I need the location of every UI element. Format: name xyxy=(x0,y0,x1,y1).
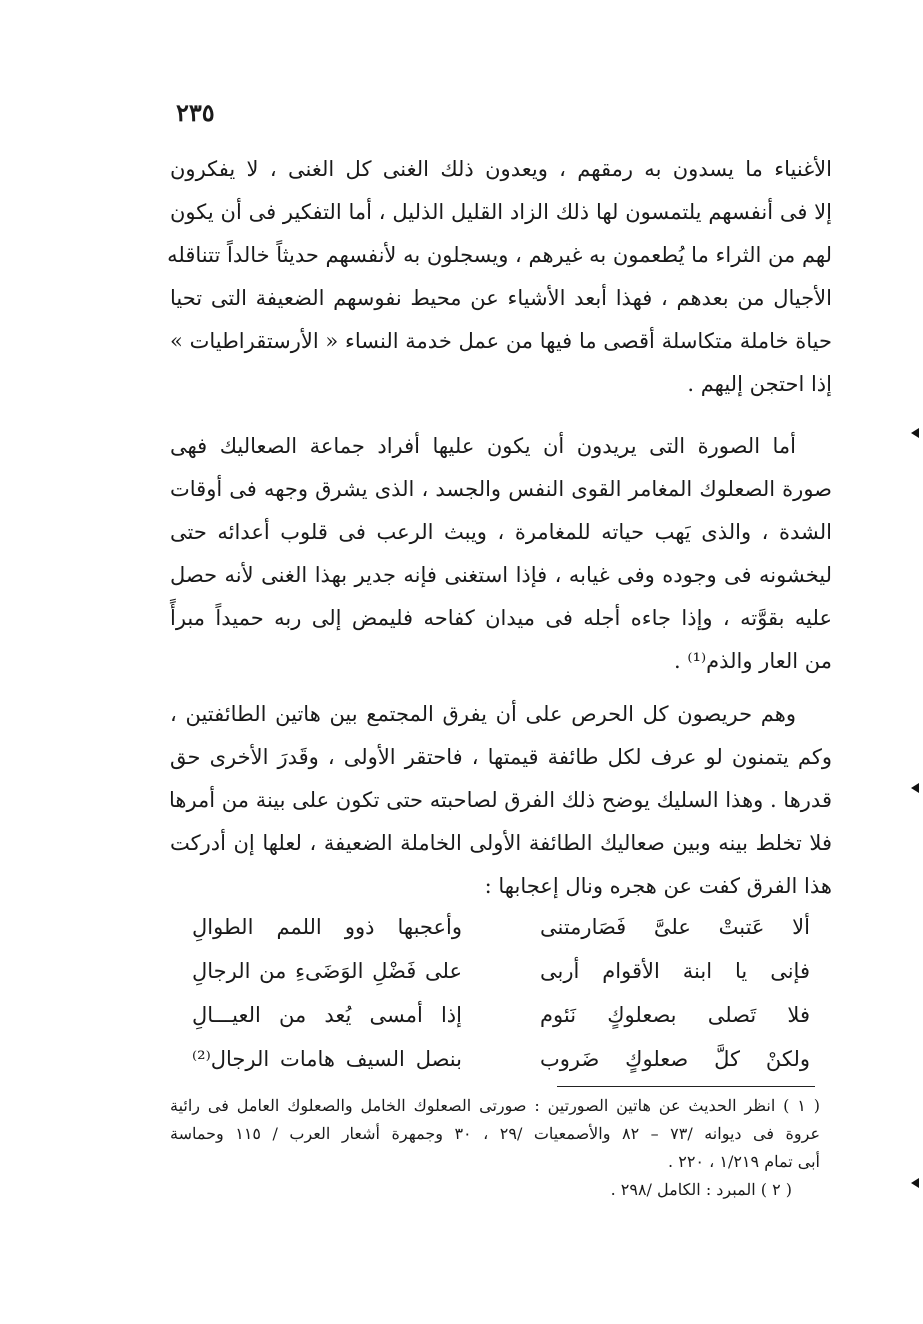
paragraph-line: أما الصورة التى يريدون أن يكون عليها أفراد جماعة الصعاليك فهى xyxy=(170,434,796,458)
paragraph-line: لهم من الثراء ما يُطعمون به غيرهم ، ويسجلون به لأنفسهم حديثاً خالداً تتناقله xyxy=(167,243,832,267)
footnote-divider xyxy=(557,1086,815,1087)
footnote-1-line: عروة فى ديوانه /٧٣ – ٨٢ والأصمعيات /٢٩ ، ٣٠ وجمهرة أشعار العرب / ١١٥ وحماسة xyxy=(170,1124,821,1143)
poem-first-hemistich: ولكنْ كلَّ صعلوكٍ ضَروب xyxy=(540,1047,810,1071)
poem-second-hemistich: بنصل السيف هامات الرجال⁽²⁾ xyxy=(192,1047,462,1071)
poem-first-hemistich: ألا عَتبتْ علىَّ فَصَارمتنى xyxy=(540,915,810,939)
poem-second-hemistich: على فَضْلِ الوَضَىءِ من الرجالِ xyxy=(192,959,462,983)
paragraph-line: ليخشونه فى وجوده وفى غيابه ، فإذا استغنى فإنه جدير بهذا الغنى لأنه حصل xyxy=(170,563,832,587)
poem-first-hemistich: فإنى يا ابنة الأقوام أربى xyxy=(540,959,810,983)
footnote-1-line: ( ١ ) انظر الحديث عن هاتين الصورتين : صورتى الصعلوك الخامل والصعلوك العامل فى رائية xyxy=(170,1096,821,1115)
poem-verse xyxy=(192,1037,810,1081)
paragraph-line: إلا فى أنفسهم يلتمسون لها ذلك الزاد القليل الذليل ، أما التفكير فى أن يكون xyxy=(170,200,832,224)
footnotes xyxy=(170,1092,820,1204)
paragraph-line: الأغنياء ما يسدون به رمقهم ، ويعدون ذلك الغنى كل الغنى ، لا يفكرون xyxy=(170,157,832,181)
margin-mark-icon xyxy=(911,1178,919,1188)
poem-second-hemistich: وأعجبها ذوو اللمم الطوالِ xyxy=(192,915,462,939)
poem xyxy=(192,905,810,1081)
paragraph-line: فلا تخلط بينه وبين صعاليك الطائفة الأولى الخاملة الضعيفة ، لعلها إن أدركت xyxy=(170,831,832,855)
footnote-1-line: أبى تمام ١/٢١٩ ، ٢٢٠ . xyxy=(668,1152,820,1171)
paragraph-3 xyxy=(170,693,832,908)
poem-verse xyxy=(192,993,810,1037)
poem-verse xyxy=(192,905,810,949)
margin-mark-icon xyxy=(911,783,919,793)
paragraph-line: الأجيال من بعدهم ، فهذا أبعد الأشياء عن محيط نفوسهم الضعيفة التى تحيا xyxy=(170,286,832,310)
paragraph-line: الشدة ، والذى يَهب حياته للمغامرة ، ويبث الرعب فى قلوب أعدائه حتى xyxy=(170,520,832,544)
footnote-2: ( ٢ ) المبرد : الكامل /٢٩٨ . xyxy=(610,1180,792,1199)
paragraph-line: صورة الصعلوك المغامر القوى النفس والجسد ، الذى يشرق وجهه فى أوقات xyxy=(170,477,832,501)
paragraph-line: قدرها . وهذا السليك يوضح ذلك الفرق لصاحبته حتى تكون على بينة من أمرها xyxy=(168,788,832,812)
paragraph-2 xyxy=(170,425,832,683)
paragraph-line: وكم يتمنون لو عرف لكل طائفة قيمتها ، فاحتقر الأولى ، وقَدرَ الأخرى حق xyxy=(170,745,833,769)
poem-first-hemistich: فلا تَصلى بصعلوكٍ نَئوم xyxy=(540,1003,810,1027)
page-number: ٢٣٥ xyxy=(176,98,215,127)
poem-second-hemistich: إذا أمسى يُعد من العيـــالِ xyxy=(192,1003,462,1027)
paragraph-line: من العار والذم⁽¹⁾ . xyxy=(674,649,832,673)
paragraph-line: هذا الفرق كفت عن هجره ونال إعجابها : xyxy=(484,874,832,898)
paragraph-line: إذا احتجن إليهم . xyxy=(687,372,832,396)
paragraph-line: وهم حريصون كل الحرص على أن يفرق المجتمع بين هاتين الطائفتين ، xyxy=(170,702,796,726)
margin-mark-icon xyxy=(911,428,919,438)
paragraph-line: حياة خاملة متكاسلة أقصى ما فيها من عمل خدمة النساء « الأرستقراطيات » xyxy=(170,329,832,353)
poem-verse xyxy=(192,949,810,993)
paragraph-1 xyxy=(167,148,832,406)
paragraph-line: عليه بقوَّته ، وإذا جاءه أجله فى ميدان كفاحه فليمض إلى ربه حميداً مبرأً xyxy=(170,606,832,630)
